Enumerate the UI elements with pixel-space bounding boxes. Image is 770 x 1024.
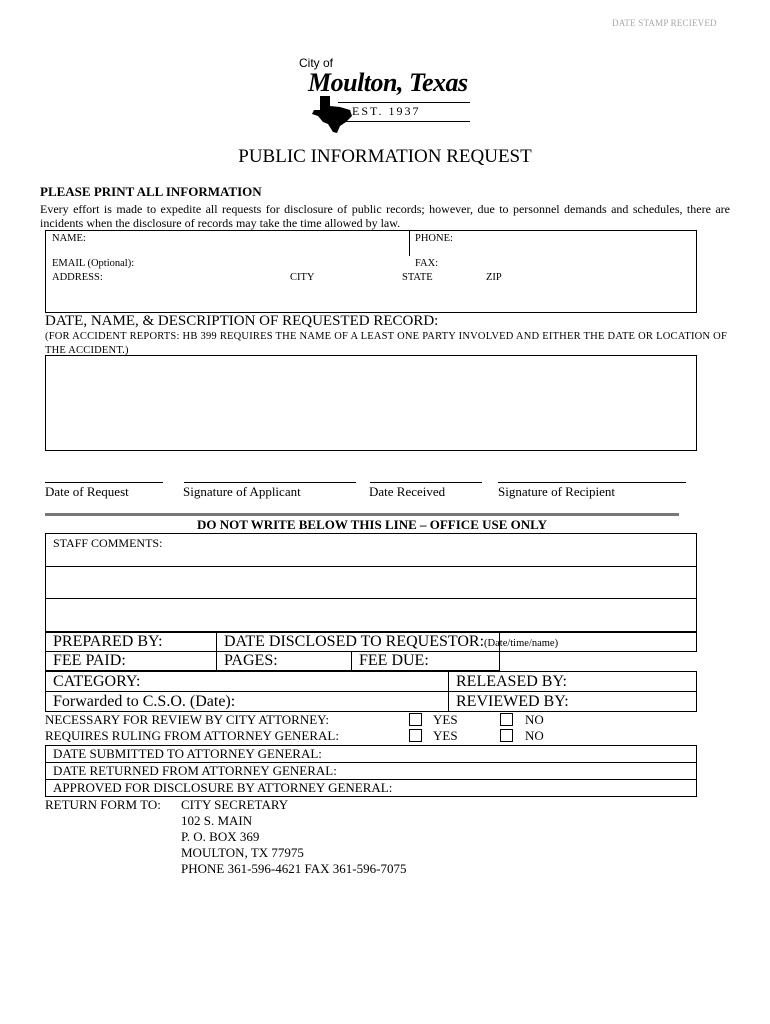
city-logo — [290, 50, 478, 136]
logo-city-name: Moulton, Texas — [308, 68, 468, 97]
applicant-signature-label: Signature of Applicant — [183, 484, 301, 499]
date-stamp-label: DATE STAMP RECIEVED — [612, 18, 717, 28]
review-attorney-label: NECESSARY FOR REVIEW BY CITY ATTORNEY: — [45, 712, 329, 727]
date-received-line[interactable] — [370, 482, 482, 483]
fee-paid-cell[interactable] — [45, 651, 217, 671]
date-submitted-label: DATE SUBMITTED TO ATTORNEY GENERAL: — [53, 746, 322, 761]
ruling-attorney-yes-checkbox[interactable] — [409, 729, 422, 742]
reviewed-by-cell[interactable] — [448, 691, 697, 712]
fee-paid-label: FEE PAID: — [53, 652, 126, 669]
date-of-request-line[interactable] — [45, 482, 163, 483]
attorney-general-box[interactable] — [45, 745, 697, 797]
phone-divider — [409, 231, 410, 256]
address-label: ADDRESS: — [52, 272, 103, 283]
return-line-5: PHONE 361-596-4621 FAX 361-596-7075 — [181, 861, 407, 876]
ruling-attorney-no-label: NO — [525, 728, 544, 743]
logo-established: EST. 1937 — [352, 104, 421, 118]
office-use-divider — [45, 513, 679, 516]
applicant-info-box[interactable] — [45, 230, 697, 313]
staff-comments-box[interactable] — [45, 533, 697, 632]
prepared-by-label: PREPARED BY: — [53, 633, 163, 650]
review-attorney-no-checkbox[interactable] — [500, 713, 513, 726]
ruling-attorney-no-checkbox[interactable] — [500, 729, 513, 742]
reviewed-by-label: REVIEWED BY: — [456, 693, 569, 710]
texas-map-icon — [310, 94, 354, 134]
record-description-box[interactable] — [45, 355, 697, 451]
date-of-request-label: Date of Request — [45, 484, 129, 499]
fax-label: FAX: — [415, 258, 439, 269]
fee-due-label: FEE DUE: — [359, 652, 429, 669]
state-label: STATE — [402, 272, 433, 283]
fee-due-cell[interactable] — [351, 651, 500, 671]
return-line-1: CITY SECRETARY — [181, 797, 289, 812]
logo-city-of: City of — [299, 56, 334, 70]
approved-label: APPROVED FOR DISCLOSURE BY ATTORNEY GENERAL: — [53, 780, 393, 795]
page-title: PUBLIC INFORMATION REQUEST — [238, 146, 532, 167]
record-heading: DATE, NAME, & DESCRIPTION OF REQUESTED RECORD: — [45, 313, 439, 329]
pages-cell[interactable] — [216, 651, 352, 671]
prepared-by-cell[interactable] — [45, 632, 217, 652]
recipient-signature-line[interactable] — [498, 482, 686, 483]
date-disclosed-hint: (Date/time/name) — [484, 638, 559, 649]
recipient-signature-label: Signature of Recipient — [498, 484, 615, 499]
released-by-cell[interactable] — [448, 671, 697, 692]
record-note: (FOR ACCIDENT REPORTS: HB 399 REQUIRES THE NAME OF A LEAST ONE PARTY INVOLVED AND EITHER THE DATE OR LOCATION OF THE ACCIDENT.) — [45, 331, 727, 356]
city-label: CITY — [290, 272, 315, 283]
instructions-heading: PLEASE PRINT ALL INFORMATION — [40, 184, 262, 199]
logo-rule-top — [338, 102, 470, 103]
return-line-3: P. O. BOX 369 — [181, 829, 260, 844]
return-form-label: RETURN FORM TO: — [45, 797, 161, 812]
return-line-2: 102 S. MAIN — [181, 813, 253, 828]
applicant-signature-line[interactable] — [184, 482, 356, 483]
ruling-attorney-label: REQUIRES RULING FROM ATTORNEY GENERAL: — [45, 728, 339, 743]
date-disclosed-cell[interactable] — [216, 632, 559, 652]
released-by-label: RELEASED BY: — [456, 673, 567, 690]
review-attorney-yes-checkbox[interactable] — [409, 713, 422, 726]
date-disclosed-value-cell[interactable] — [499, 632, 697, 652]
staff-comments-label: STAFF COMMENTS: — [53, 536, 163, 550]
staff-comments-line-1 — [46, 566, 696, 567]
date-returned-label: DATE RETURNED FROM ATTORNEY GENERAL: — [53, 763, 337, 778]
zip-label: ZIP — [486, 272, 502, 283]
date-disclosed-text: DATE DISCLOSED TO REQUESTOR: — [224, 633, 485, 650]
name-label: NAME: — [52, 233, 86, 244]
office-use-heading: DO NOT WRITE BELOW THIS LINE – OFFICE USE ONLY — [197, 517, 548, 532]
review-attorney-no-label: NO — [525, 712, 544, 727]
forwarded-cell[interactable] — [45, 691, 449, 712]
logo-rule-bottom — [338, 121, 470, 122]
forwarded-label: Forwarded to C.S.O. (Date): — [53, 693, 236, 710]
email-label: EMAIL (Optional): — [52, 258, 135, 269]
review-attorney-yes-label: YES — [433, 712, 458, 727]
pages-label: PAGES: — [224, 652, 278, 669]
date-received-label: Date Received — [369, 484, 446, 499]
instructions-body: Every effort is made to expedite all requests for disclosure of public records; however, due to personnel demands and schedules, there are incidents when the disclosure of records may take the time allowed by law. — [40, 202, 730, 230]
phone-label: PHONE: — [415, 233, 453, 244]
category-cell[interactable] — [45, 671, 449, 692]
category-label: CATEGORY: — [53, 673, 141, 690]
ruling-attorney-yes-label: YES — [433, 728, 458, 743]
return-line-4: MOULTON, TX 77975 — [181, 845, 304, 860]
staff-comments-line-2 — [46, 598, 696, 599]
